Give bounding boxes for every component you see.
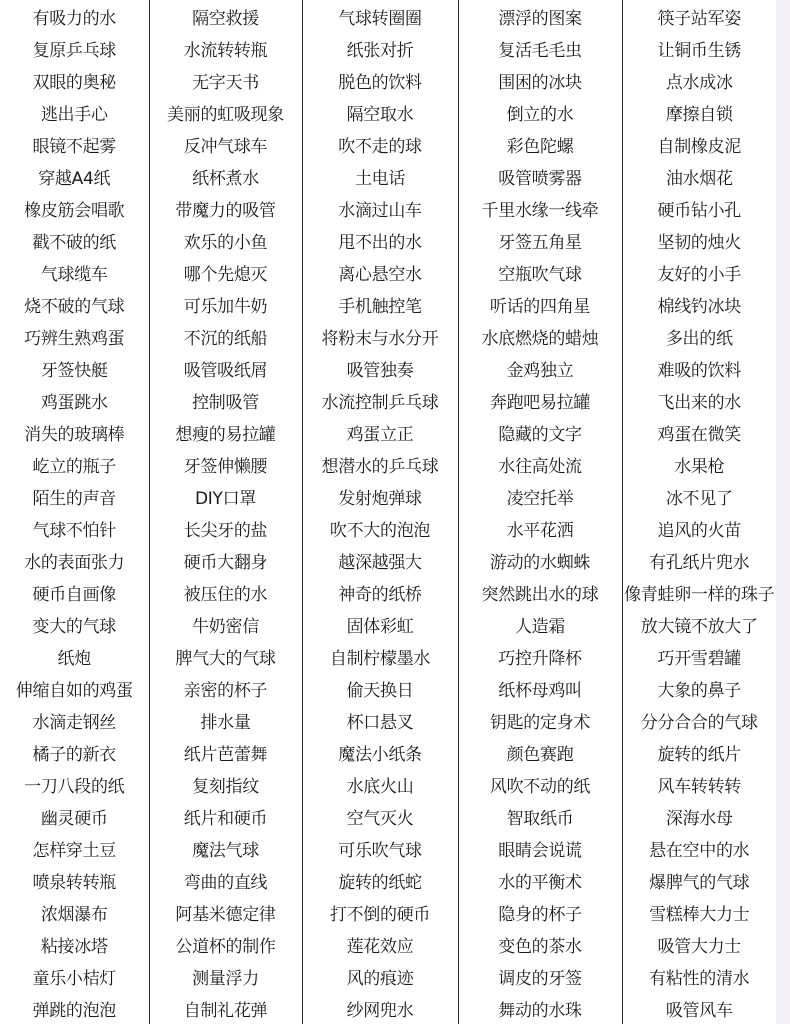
experiment-name-cell: 亲密的杯子 (149, 672, 302, 704)
experiment-name-cell: 弹跳的泡泡 (0, 992, 149, 1024)
experiment-name-cell: 旋转的纸蛇 (302, 864, 458, 896)
experiment-name-cell: 有吸力的水 (0, 0, 149, 32)
experiment-name-cell: 鸡蛋在微笑 (622, 416, 776, 448)
experiment-name-cell: 分分合合的气球 (622, 704, 776, 736)
experiment-name-cell: 牙签快艇 (0, 352, 149, 384)
experiment-name-cell: 怎样穿土豆 (0, 832, 149, 864)
experiment-name-cell: 硬币钻小孔 (622, 192, 776, 224)
right-edge-strip (776, 0, 790, 1024)
experiment-name-cell: 哪个先熄灭 (149, 256, 302, 288)
experiment-name-cell: 长尖牙的盐 (149, 512, 302, 544)
experiment-name-cell: 复刻指纹 (149, 768, 302, 800)
experiment-name-cell: 摩擦自锁 (622, 96, 776, 128)
experiment-name-cell: 颜色赛跑 (458, 736, 622, 768)
experiment-name-cell: 牛奶密信 (149, 608, 302, 640)
table-row (0, 448, 776, 480)
experiment-name-cell: 眼睛会说谎 (458, 832, 622, 864)
experiment-name-cell: 陌生的声音 (0, 480, 149, 512)
experiment-name-cell: 悬在空中的水 (622, 832, 776, 864)
experiment-name-cell: 彩色陀螺 (458, 128, 622, 160)
experiment-name-cell: 烧不破的气球 (0, 288, 149, 320)
experiment-name-cell: 将粉末与水分开 (302, 320, 458, 352)
table-row (0, 0, 776, 32)
experiment-name-cell: 追风的火苗 (622, 512, 776, 544)
experiment-name-cell: 冰不见了 (622, 480, 776, 512)
experiment-name-cell: 吸管喷雾器 (458, 160, 622, 192)
experiment-name-cell: 欢乐的小鱼 (149, 224, 302, 256)
experiment-name-cell: 自制礼花弹 (149, 992, 302, 1024)
experiment-name-cell: 童乐小桔灯 (0, 960, 149, 992)
experiment-name-cell: 鸡蛋立正 (302, 416, 458, 448)
experiment-name-cell: 点水成冰 (622, 64, 776, 96)
experiment-name-cell: 打不倒的硬币 (302, 896, 458, 928)
table-row (0, 416, 776, 448)
table-row (0, 128, 776, 160)
table-row (0, 288, 776, 320)
experiment-name-cell: 吸管吸纸屑 (149, 352, 302, 384)
table-row (0, 480, 776, 512)
experiment-name-cell: 水的平衡术 (458, 864, 622, 896)
experiment-name-cell: 一刀八段的纸 (0, 768, 149, 800)
experiment-name-cell: 测量浮力 (149, 960, 302, 992)
experiment-name-cell: 吸管大力士 (622, 928, 776, 960)
table-row (0, 672, 776, 704)
experiment-name-cell: 硬币大翻身 (149, 544, 302, 576)
experiment-name-cell: 隐藏的文字 (458, 416, 622, 448)
experiment-name-cell: 水滴走钢丝 (0, 704, 149, 736)
table-row (0, 256, 776, 288)
experiment-name-cell: 水果枪 (622, 448, 776, 480)
experiment-name-cell: 风吹不动的纸 (458, 768, 622, 800)
experiment-name-cell: 自制橡皮泥 (622, 128, 776, 160)
experiment-name-cell: 可乐吹气球 (302, 832, 458, 864)
table-row (0, 608, 776, 640)
experiment-name-cell: 粘接冰塔 (0, 928, 149, 960)
experiment-name-cell: 公道杯的制作 (149, 928, 302, 960)
experiment-name-cell: 空气灭火 (302, 800, 458, 832)
table-row (0, 704, 776, 736)
experiment-name-cell: 复原乒乓球 (0, 32, 149, 64)
experiment-name-cell: DIY口罩 (149, 480, 302, 512)
experiment-name-cell: 美丽的虹吸现象 (149, 96, 302, 128)
experiment-name-cell: 深海水母 (622, 800, 776, 832)
experiment-name-cell: 纸片和硬币 (149, 800, 302, 832)
experiment-name-cell: 风车转转转 (622, 768, 776, 800)
experiment-name-cell: 越深越强大 (302, 544, 458, 576)
experiment-name-cell: 水底火山 (302, 768, 458, 800)
experiment-name-cell: 纸炮 (0, 640, 149, 672)
experiment-name-cell: 弯曲的直线 (149, 864, 302, 896)
table-row (0, 32, 776, 64)
experiment-name-cell: 水的表面张力 (0, 544, 149, 576)
experiment-name-cell: 金鸡独立 (458, 352, 622, 384)
experiment-name-cell: 漂浮的图案 (458, 0, 622, 32)
experiment-name-cell: 巧开雪碧罐 (622, 640, 776, 672)
table-row (0, 64, 776, 96)
experiment-name-cell: 水往高处流 (458, 448, 622, 480)
experiment-name-cell: 水底燃烧的蜡烛 (458, 320, 622, 352)
experiment-name-cell: 坚韧的烛火 (622, 224, 776, 256)
table-row (0, 512, 776, 544)
experiment-name-cell: 舞动的水珠 (458, 992, 622, 1024)
experiment-name-cell: 发射炮弹球 (302, 480, 458, 512)
table-row (0, 224, 776, 256)
table-row (0, 864, 776, 896)
experiment-name-cell: 油水烟花 (622, 160, 776, 192)
experiment-name-cell: 可乐加牛奶 (149, 288, 302, 320)
experiment-name-cell: 喷泉转转瓶 (0, 864, 149, 896)
experiment-name-cell: 钥匙的定身术 (458, 704, 622, 736)
table-row (0, 736, 776, 768)
experiment-name-cell: 牙签五角星 (458, 224, 622, 256)
experiment-name-cell: 控制吸管 (149, 384, 302, 416)
experiment-name-cell: 被压住的水 (149, 576, 302, 608)
experiment-name-cell: 让铜币生锈 (622, 32, 776, 64)
experiment-name-cell: 阿基米德定律 (149, 896, 302, 928)
experiment-name-cell: 排水量 (149, 704, 302, 736)
experiment-name-cell: 眼镜不起雾 (0, 128, 149, 160)
experiment-name-cell: 纸杯母鸡叫 (458, 672, 622, 704)
experiment-name-cell: 爆脾气的气球 (622, 864, 776, 896)
experiment-name-cell: 自制柠檬墨水 (302, 640, 458, 672)
experiment-name-cell: 纸张对折 (302, 32, 458, 64)
experiment-name-cell: 伸缩自如的鸡蛋 (0, 672, 149, 704)
experiment-name-cell: 有孔纸片兜水 (622, 544, 776, 576)
experiment-name-cell: 消失的玻璃棒 (0, 416, 149, 448)
experiment-name-cell: 想瘦的易拉罐 (149, 416, 302, 448)
experiment-name-cell: 双眼的奥秘 (0, 64, 149, 96)
experiment-name-cell: 奔跑吧易拉罐 (458, 384, 622, 416)
experiment-name-cell: 穿越A4纸 (0, 160, 149, 192)
experiment-name-cell: 飞出来的水 (622, 384, 776, 416)
experiment-name-cell: 智取纸币 (458, 800, 622, 832)
experiment-name-cell: 多出的纸 (622, 320, 776, 352)
experiment-name-cell: 杯口悬叉 (302, 704, 458, 736)
table-row (0, 160, 776, 192)
table-row (0, 800, 776, 832)
experiment-name-cell: 听话的四角星 (458, 288, 622, 320)
experiment-name-cell: 变大的气球 (0, 608, 149, 640)
experiment-name-cell: 水平花洒 (458, 512, 622, 544)
experiment-name-cell: 筷子站军姿 (622, 0, 776, 32)
experiment-name-cell: 吸管独奏 (302, 352, 458, 384)
experiment-name-cell: 千里水缘一线牵 (458, 192, 622, 224)
experiment-name-cell: 吸管风车 (622, 992, 776, 1024)
table-row (0, 896, 776, 928)
experiment-name-cell: 水滴过山车 (302, 192, 458, 224)
experiment-name-cell: 空瓶吹气球 (458, 256, 622, 288)
table-row (0, 640, 776, 672)
experiment-name-cell: 巧辨生熟鸡蛋 (0, 320, 149, 352)
table-row (0, 192, 776, 224)
table-row (0, 320, 776, 352)
experiment-name-cell: 变色的茶水 (458, 928, 622, 960)
experiment-name-cell: 硬币自画像 (0, 576, 149, 608)
experiment-name-cell: 隔空取水 (302, 96, 458, 128)
experiment-name-cell: 脾气大的气球 (149, 640, 302, 672)
experiment-name-cell: 纸片芭蕾舞 (149, 736, 302, 768)
experiment-name-cell: 固体彩虹 (302, 608, 458, 640)
experiment-name-cell: 围困的冰块 (458, 64, 622, 96)
experiment-name-cell: 吹不大的泡泡 (302, 512, 458, 544)
experiment-name-cell: 棉线钓冰块 (622, 288, 776, 320)
experiment-name-cell: 巧控升降杯 (458, 640, 622, 672)
experiment-name-cell: 游动的水蜘蛛 (458, 544, 622, 576)
experiment-name-cell: 橘子的新衣 (0, 736, 149, 768)
experiment-name-cell: 离心悬空水 (302, 256, 458, 288)
experiment-name-cell: 难吸的饮料 (622, 352, 776, 384)
experiment-name-cell: 像青蛙卵一样的珠子 (622, 576, 776, 608)
experiment-name-cell: 凌空托举 (458, 480, 622, 512)
table-row (0, 832, 776, 864)
experiment-name-cell: 突然跳出水的球 (458, 576, 622, 608)
table-row (0, 576, 776, 608)
experiment-name-cell: 魔法小纸条 (302, 736, 458, 768)
experiment-name-cell: 反冲气球车 (149, 128, 302, 160)
experiment-name-cell: 戳不破的纸 (0, 224, 149, 256)
experiment-name-cell: 有粘性的清水 (622, 960, 776, 992)
table-row (0, 384, 776, 416)
experiment-name-cell: 屹立的瓶子 (0, 448, 149, 480)
experiment-name-cell: 鸡蛋跳水 (0, 384, 149, 416)
experiment-name-cell: 复活毛毛虫 (458, 32, 622, 64)
experiment-name-cell: 纸杯煮水 (149, 160, 302, 192)
experiment-name-cell: 水流转转瓶 (149, 32, 302, 64)
experiment-name-cell: 偷天换日 (302, 672, 458, 704)
experiment-name-cell: 甩不出的水 (302, 224, 458, 256)
experiment-name-cell: 手机触控笔 (302, 288, 458, 320)
experiment-name-cell: 带魔力的吸管 (149, 192, 302, 224)
experiment-name-cell: 想潜水的乒乓球 (302, 448, 458, 480)
experiment-name-cell: 雪糕棒大力士 (622, 896, 776, 928)
experiment-name-cell: 大象的鼻子 (622, 672, 776, 704)
experiment-name-cell: 人造霜 (458, 608, 622, 640)
table-row (0, 544, 776, 576)
experiment-name-cell: 幽灵硬币 (0, 800, 149, 832)
experiment-name-cell: 风的痕迹 (302, 960, 458, 992)
experiment-name-cell: 莲花效应 (302, 928, 458, 960)
experiment-name-cell: 水流控制乒乓球 (302, 384, 458, 416)
table-row (0, 992, 776, 1024)
experiment-name-cell: 气球不怕针 (0, 512, 149, 544)
experiment-name-cell: 放大镜不放大了 (622, 608, 776, 640)
experiment-name-cell: 隐身的杯子 (458, 896, 622, 928)
experiment-name-cell: 浓烟瀑布 (0, 896, 149, 928)
table-row (0, 96, 776, 128)
table-row (0, 768, 776, 800)
experiment-name-cell: 牙签伸懒腰 (149, 448, 302, 480)
experiment-name-cell: 友好的小手 (622, 256, 776, 288)
table-row (0, 352, 776, 384)
experiment-name-cell: 脱色的饮料 (302, 64, 458, 96)
experiment-name-cell: 旋转的纸片 (622, 736, 776, 768)
experiment-name-cell: 逃出手心 (0, 96, 149, 128)
experiment-name-cell: 无字天书 (149, 64, 302, 96)
experiment-name-cell: 倒立的水 (458, 96, 622, 128)
experiment-name-cell: 魔法气球 (149, 832, 302, 864)
experiment-name-cell: 隔空救援 (149, 0, 302, 32)
experiment-name-cell: 气球缆车 (0, 256, 149, 288)
experiment-name-cell: 气球转圈圈 (302, 0, 458, 32)
experiment-name-cell: 吹不走的球 (302, 128, 458, 160)
table-row (0, 928, 776, 960)
experiment-name-cell: 调皮的牙签 (458, 960, 622, 992)
experiment-name-cell: 不沉的纸船 (149, 320, 302, 352)
experiment-name-cell: 橡皮筋会唱歌 (0, 192, 149, 224)
experiment-name-cell: 神奇的纸桥 (302, 576, 458, 608)
experiment-name-cell: 土电话 (302, 160, 458, 192)
table-row (0, 960, 776, 992)
experiment-name-cell: 纱网兜水 (302, 992, 458, 1024)
